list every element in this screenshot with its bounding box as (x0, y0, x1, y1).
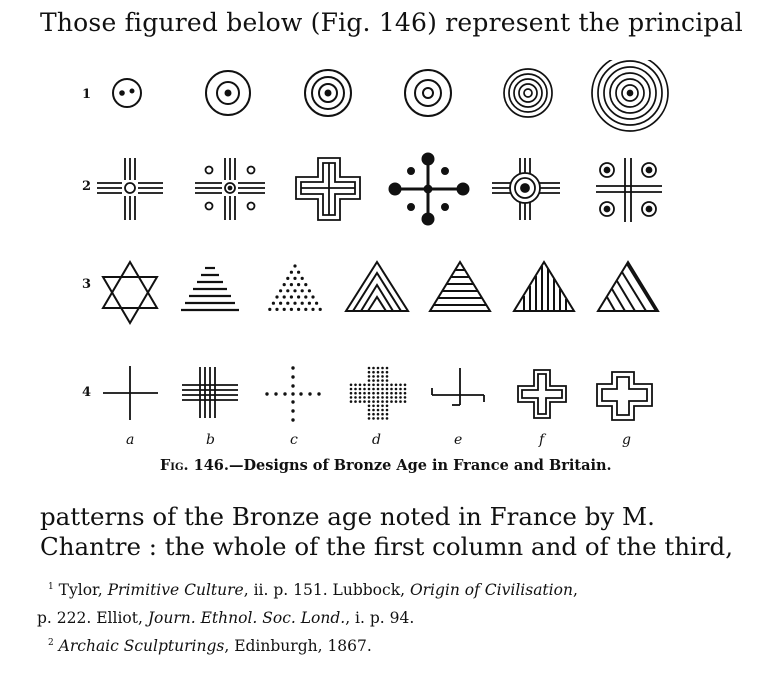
caption-prefix: Fig. 146. (160, 457, 229, 474)
row-3-triangle-symbols (103, 262, 658, 323)
grid-cross-symbol (182, 367, 238, 418)
multi-ring-symbol (504, 69, 552, 117)
footnote-title: Archaic Sculpturings (58, 637, 225, 655)
figure-146 (0, 60, 760, 460)
dot-grid-cross-symbol (350, 367, 407, 420)
footnote-text: , ii. p. 151. Lubbock, (243, 581, 410, 599)
footnote-title: Journ. Ethnol. Soc. Lond. (147, 609, 346, 627)
simple-cross-symbol (103, 366, 158, 420)
footnote-text: Tylor, (58, 581, 108, 599)
dotted-cross-symbol (265, 366, 320, 421)
footnote-text: p. 222. Elliot, (37, 609, 148, 627)
cross-four-rings-symbol (596, 158, 662, 222)
row-label-4: 4 (82, 385, 92, 400)
footnote-2-mark: 2 (48, 638, 54, 648)
diagonal-hatch-triangle-symbol (598, 262, 658, 311)
figure-caption (160, 457, 612, 474)
column-letter-d: d (372, 432, 381, 448)
column-letter-b: b (206, 432, 215, 448)
column-letter-a: a (126, 432, 135, 448)
caption-text: —Designs of Bronze Age in France and Britain. (228, 457, 612, 474)
footnote-text: , i. p. 94. (345, 609, 415, 627)
lined-cross-dots-symbol (195, 158, 265, 220)
column-letter-c: c (290, 432, 298, 448)
footnote-title: Origin of Civilisation (409, 581, 573, 599)
footnote-title: Primitive Culture (107, 581, 244, 599)
row-4-cross-symbols (103, 366, 652, 422)
footnote-2 (48, 637, 372, 655)
column-letter-f: f (539, 432, 545, 448)
body-text-line-1: patterns of the Bronze age noted in France by M. (40, 502, 655, 531)
outlined-cross-symbol (296, 158, 360, 220)
cross-with-rings-symbol (492, 158, 560, 220)
horizontal-hatch-triangle-symbol (430, 262, 490, 311)
footnote-1-line-2 (37, 609, 414, 627)
row-label-2: 2 (82, 179, 92, 194)
footnote-text: , (572, 581, 578, 599)
large-multi-ring-symbol (592, 60, 668, 131)
column-letter-e: e (454, 432, 463, 448)
column-letter-g: g (622, 432, 631, 448)
row-1-concentric-circles (113, 60, 668, 131)
lined-cross-circle-symbol (97, 158, 163, 220)
hooked-cross-symbol (432, 368, 484, 405)
triple-circle-symbol (305, 70, 351, 116)
stepped-lines-triangle-symbol (181, 268, 239, 310)
double-ring-symbol (405, 70, 451, 116)
footnote-1-mark: 1 (48, 582, 54, 592)
footnote-text: , Edinburgh, 1867. (224, 637, 372, 655)
top-text-line: Those figured below (Fig. 146) represent the principal (40, 8, 743, 37)
row-2-cross-symbols (97, 154, 662, 224)
body-text-line-2: Chantre : the whole of the first column and of the third, (40, 532, 734, 561)
dotted-triangle-symbol (268, 264, 322, 311)
row-label-1: 1 (82, 87, 92, 102)
circle-dot-symbol (113, 79, 141, 107)
outlined-greek-cross-symbol (518, 370, 566, 418)
vertical-hatch-triangle-symbol (514, 262, 574, 311)
knobbed-cross-symbol (390, 154, 468, 224)
nested-chevron-triangle-symbol (346, 262, 408, 311)
hexagram-symbol (103, 262, 157, 323)
double-circle-symbol (206, 71, 250, 115)
row-label-3: 3 (82, 277, 92, 292)
footnote-1-line-1 (48, 581, 578, 599)
double-outlined-cross-symbol (597, 372, 652, 420)
